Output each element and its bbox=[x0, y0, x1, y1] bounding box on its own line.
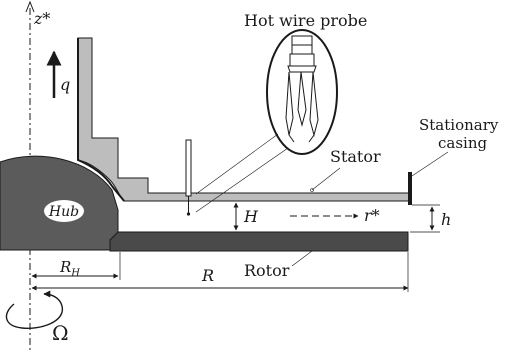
hub-radius-label: $R_H$ bbox=[60, 258, 81, 279]
radius-label: R bbox=[202, 266, 215, 285]
probe-label: Hot wire probe bbox=[244, 11, 368, 30]
rotor-disk bbox=[110, 232, 408, 251]
rotor-leader bbox=[292, 251, 312, 266]
probe-rod-icon bbox=[186, 140, 191, 216]
casing-label-line1: Stationary bbox=[419, 116, 499, 134]
casing-label-line2: casing bbox=[438, 134, 488, 152]
stationary-casing bbox=[408, 172, 412, 205]
radial-label: r* bbox=[364, 206, 380, 225]
rotor-label: Rotor bbox=[244, 261, 290, 280]
omega-label: Ω bbox=[52, 321, 69, 345]
casing-leader bbox=[412, 152, 448, 176]
hub-label: Hub bbox=[48, 204, 80, 220]
gap-h-label: h bbox=[441, 210, 452, 229]
stator-label: Stator bbox=[330, 147, 381, 166]
stator-shape bbox=[78, 38, 410, 201]
stator-leader bbox=[312, 168, 340, 190]
z-axis-label: z* bbox=[34, 9, 51, 28]
probe-leader-line-1 bbox=[196, 134, 278, 194]
probe-leader-line-2 bbox=[196, 148, 288, 212]
probe-detail-icon bbox=[286, 36, 318, 142]
flow-label: q bbox=[60, 75, 71, 94]
gap-H-label: H bbox=[244, 207, 258, 226]
